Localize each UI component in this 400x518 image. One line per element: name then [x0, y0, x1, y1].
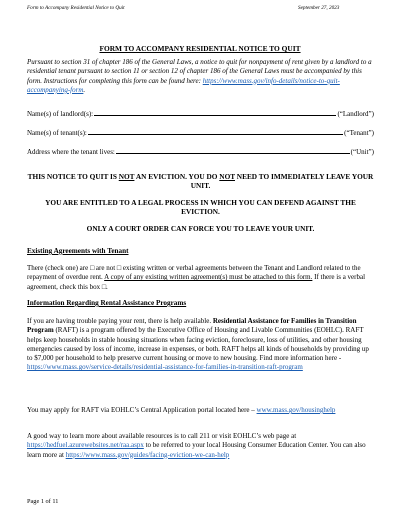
tenant-field	[27, 128, 374, 137]
page-number: Page 1 of 11	[27, 498, 59, 505]
warning-1-not: NOT	[118, 172, 135, 181]
warning-1-not-2: NOT	[219, 172, 235, 181]
verbal-agreement-text: If there is a verbal agreement, check this box □.	[27, 273, 366, 291]
intro-paragraph	[27, 58, 374, 95]
header-date: September 27, 2023	[298, 5, 340, 11]
address-label: Address where the tenant lives:	[27, 148, 115, 156]
header-form-name: Form to Accompany Residential Notice to Quit	[27, 5, 125, 11]
attach-requirement: A copy of any existing written agreement(s) must be attached to this form.	[104, 273, 313, 282]
document-title: FORM TO ACCOMPANY RESIDENTIAL NOTICE TO QUIT	[99, 44, 301, 53]
address-tag: (“Unit”)	[350, 148, 374, 156]
instructions-link[interactable]: https://www.mass.gov/info-details/notice-to-quit-accompanying-form	[27, 76, 340, 94]
landlord-field	[27, 109, 374, 118]
raft-description: (RAFT) is a program offered by the Executive Office of Housing and Livable Communities (EOHLC). RAFT helps keep households in stable housing situations when facing eviction, foreclosure, loss of utilities, and other housing emergencies caused by loss of income, increase in expenses, or both. RAFT helps all kinds of households by providing up to $7,000 per household to help preserve current housing or move to new housing. Find more information here -	[27, 326, 369, 363]
tenant-label: Name(s) of tenant(s):	[27, 129, 87, 137]
address-field	[27, 147, 374, 156]
landlord-name-input[interactable]	[94, 109, 336, 116]
raft-intro-text: If you are having trouble paying your rent, there is help available.	[27, 317, 213, 325]
existing-agreements-heading: Existing Agreements with Tenant	[27, 247, 129, 255]
existing-text: There (check one) are □ are not □ existing written or verbal agreements between the Tenant and Landlord related to the repayment of overdue rent.	[27, 264, 361, 282]
warning-1-part-b: AN EVICTION. YOU DO	[134, 172, 220, 181]
housinghelp-link[interactable]: www.mass.gov/housinghelp	[256, 406, 336, 414]
rental-assistance-heading: Information Regarding Rental Assistance Programs	[27, 299, 187, 307]
landlord-label: Name(s) of landlord(s):	[27, 110, 94, 118]
facing-eviction-link[interactable]: https://www.mass.gov/guides/facing-eviction-we-can-help	[65, 450, 230, 459]
warning-legal-process: YOU ARE ENTITLED TO A LEGAL PROCESS IN WHICH YOU CAN DEFEND AGAINST THE EVICTION.	[45, 198, 356, 217]
warning-not-eviction	[27, 172, 374, 191]
existing-agreements-paragraph	[27, 264, 374, 292]
hedfuel-link[interactable]: https://hedfuel.azurewebsites.net/raa.aspx	[27, 441, 144, 450]
raft-info-link[interactable]: https://www.mass.gov/service-details/residential-assistance-for-families-in-transition-raft-program	[27, 363, 303, 372]
apply-text: You may apply for RAFT via EOHLC’s Central Application portal located here –	[27, 406, 257, 414]
raft-program-name: Residential Assistance for Families in Transition Program	[27, 317, 357, 335]
resources-text-b: to be referred to your local Housing Consumer Education Center. You can also learn more at	[27, 441, 366, 459]
landlord-tag: (“Landlord”)	[337, 110, 374, 118]
resources-paragraph	[27, 432, 374, 460]
warning-1-part-a: THIS NOTICE TO QUIT IS	[27, 172, 119, 181]
intro-text: Pursuant to section 31 of chapter 186 of the General Laws, a notice to quit for nonpayment of rent given by a landlord to a residential tenant pursuant to section 11 or section 12 of chapter 186 of the General Laws must be accompanied by this form. Instructions for completing this form can be found here:	[27, 58, 372, 85]
tenant-tag: (“Tenant”)	[344, 129, 374, 137]
warning-1-part-c: NEED TO IMMEDIATELY LEAVE YOUR UNIT.	[190, 172, 374, 191]
resources-text-a: A good way to learn more about available resources is to call 211 or visit EOHLC’s web page at	[27, 432, 297, 440]
intro-end: .	[83, 85, 86, 94]
raft-paragraph	[27, 317, 374, 373]
address-input[interactable]	[116, 147, 350, 154]
warning-court-order: ONLY A COURT ORDER CAN FORCE YOU TO LEAVE YOUR UNIT.	[86, 224, 315, 233]
apply-paragraph	[27, 406, 374, 415]
tenant-name-input[interactable]	[88, 128, 343, 135]
